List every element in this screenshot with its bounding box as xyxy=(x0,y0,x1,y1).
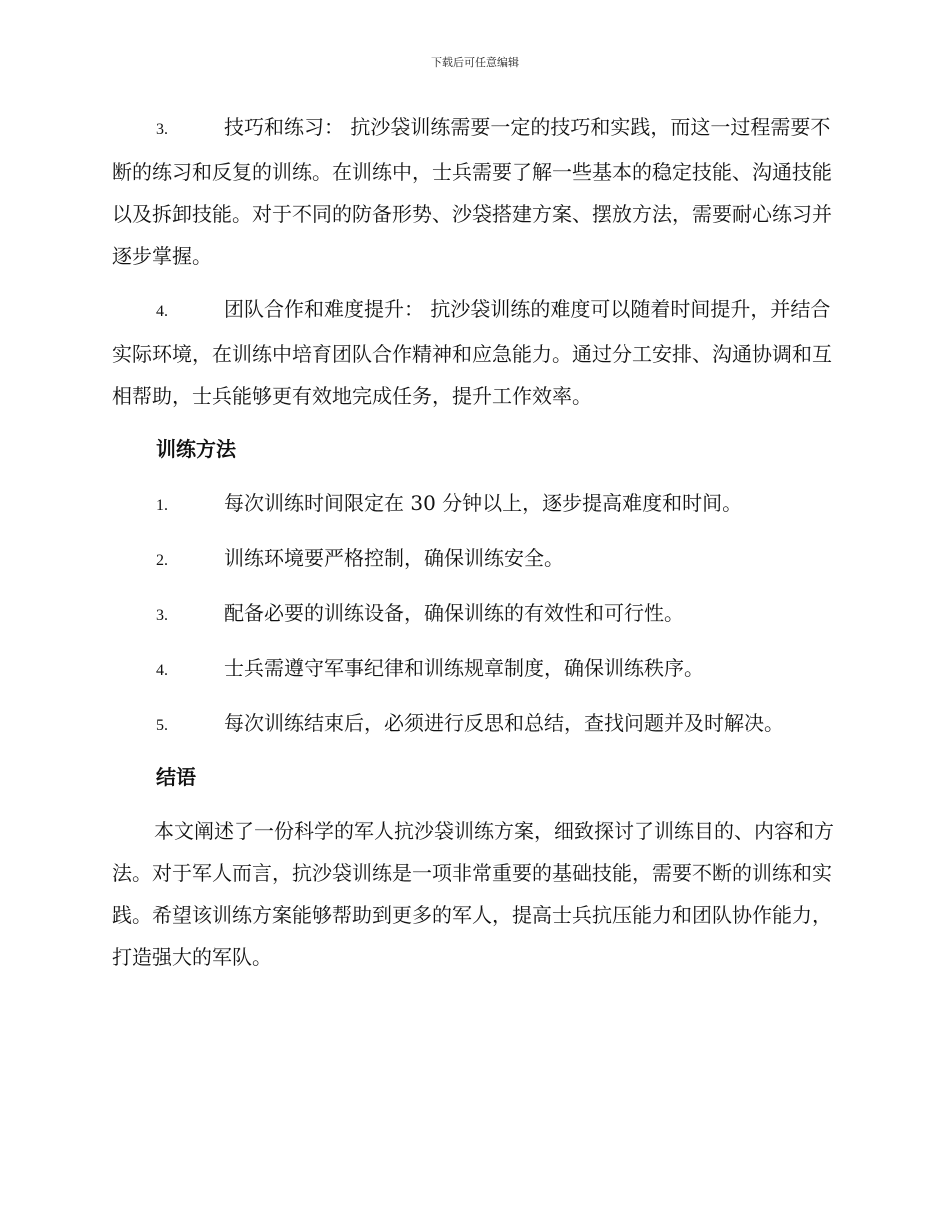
list-item-text: 团队合作和难度提升： 抗沙袋训练的难度可以随着时间提升，并结合实际环境，在训练中培育团队合作精神和应急能力。通过分工安排、沟通协调和互相帮助，士兵能够更有效地完成任务，提升工作效率。 xyxy=(112,297,832,408)
list-item: 4. 士兵需遵守军事纪律和训练规章制度，确保训练秩序。 xyxy=(156,656,704,680)
list-item: 3. 配备必要的训练设备，确保训练的有效性和可行性。 xyxy=(156,601,684,625)
list-item-text: 技巧和练习： 抗沙袋训练需要一定的技巧和实践，而这一过程需要不断的练习和反复的训练。在训练中，士兵需要了解一些基本的稳定技能、沟通技能以及拆卸技能。对于不同的防备形势、沙袋搭建方案、摆放方法，需要耐心练习并逐步掌握。 xyxy=(112,115,832,268)
section-heading-methods: 训练方法 xyxy=(156,437,236,461)
list-item: 3. 技巧和练习： 抗沙袋训练需要一定的技巧和实践，而这一过程需要不断的练习和反复的训练。在训练中，士兵需要了解一些基本的稳定技能、沟通技能以及拆卸技能。对于不同的防备形势、沙袋搭建方案、摆放方法，需要耐心练习并逐步掌握。 xyxy=(112,115,832,268)
list-item-text: 配备必要的训练设备，确保训练的有效性和可行性。 xyxy=(224,601,684,625)
list-item: 1. 每次训练时间限定在 30 分钟以上，逐步提高难度和时间。 xyxy=(156,491,743,515)
list-item: 5. 每次训练结束后，必须进行反思和总结，查找问题并及时解决。 xyxy=(156,711,784,735)
list-item-text: 士兵需遵守军事纪律和训练规章制度，确保训练秩序。 xyxy=(224,656,704,680)
list-item: 4. 团队合作和难度提升： 抗沙袋训练的难度可以随着时间提升，并结合实际环境，在训练中培育团队合作精神和应急能力。通过分工安排、沟通协调和互相帮助，士兵能够更有效地完成任务，提升工作效率。 xyxy=(112,297,832,408)
conclusion-paragraph: 本文阐述了一份科学的军人抗沙袋训练方案，细致探讨了训练目的、内容和方法。对于军人而言，抗沙袋训练是一项非常重要的基础技能，需要不断的训练和实践。希望该训练方案能够帮助到更多的军人，提高士兵抗压能力和团队协作能力，打造强大的军队。 xyxy=(112,819,834,969)
page-header: 下载后可任意编辑 xyxy=(431,56,519,69)
list-item: 2. 训练环境要严格控制，确保训练安全。 xyxy=(156,546,564,570)
list-item-text: 每次训练时间限定在 30 分钟以上，逐步提高难度和时间。 xyxy=(224,491,743,515)
list-item-text: 每次训练结束后，必须进行反思和总结，查找问题并及时解决。 xyxy=(224,711,784,735)
section-heading-conclusion: 结语 xyxy=(156,765,196,789)
list-item-text: 训练环境要严格控制，确保训练安全。 xyxy=(224,546,564,570)
